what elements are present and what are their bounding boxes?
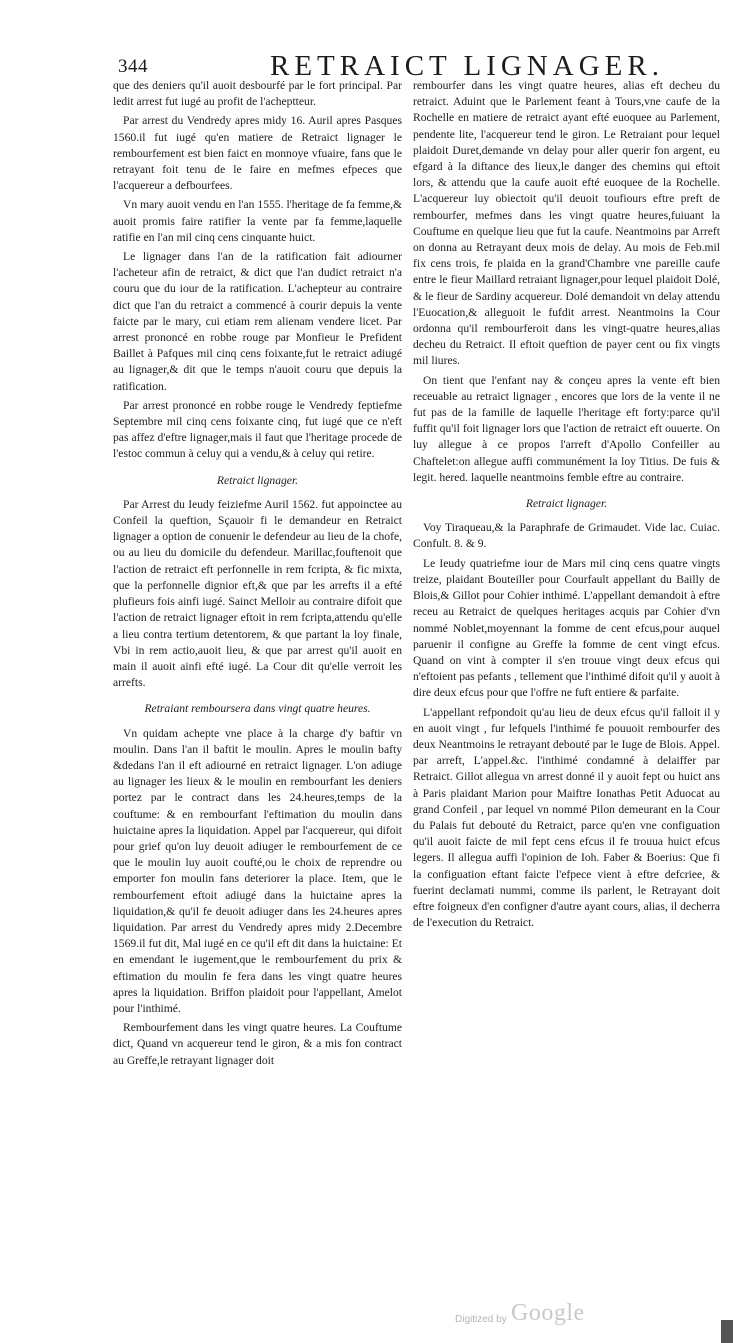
paragraph: que des deniers qu'il auoit desbourfé par le fort principal. Par ledit arrest fut iugé au profit de l'acheptteur. (113, 79, 402, 109)
page-number: 344 (118, 56, 148, 77)
google-logo: Google (511, 1300, 585, 1326)
section-heading: Retraiant remboursera dans vingt quatre heures. (144, 702, 371, 716)
section-heading: Retraict lignager. (525, 497, 608, 511)
page-edge-mark (721, 1320, 733, 1343)
paragraph: L'appellant refpondoit qu'au lieu de deux efcus qu'il falloit il y en auoit vingt , fur lefquels l'inthimé fe pouuoit rembourfer des deux Neantmoins le retrayant debouté par le Iuge de Blois. Appel. par arreft, L'appel.&c. l'inthimé condamné à delaiffer par Retraict. Gillot allegua vn arrest donné il y auoit fept ou huict ans à Paris plaidant Marion pour Maiftre Ionathas Petit Aduocat au grand Confeil , par lequel vn nommé Pilon demeurant en la Cour du Palais fut debouté du Retraict, parce qu'en vne configuation qu'il auoit faicte de mil fept cens efcus il fe trouua huict efcus legers. Il allegua auffi l'opinion de Ioh. Faber & Boerius: Que fi la configuation eftant faicte l'efpece vient à eftre defcriee, & fuerint declamati nummi, comme ils parlent, le Retrayant doit eftre foigneux d'en configner d'autre ayant cours, alias, il decherra de l'execution du Retraict. (413, 705, 720, 930)
right-column (413, 78, 720, 934)
paragraph: rembourfer dans les vingt quatre heures, alias eft decheu du retraict. Aduint que le Parlement feant à Tours,vne caufe de la Rochelle en matiere de retraict ayant efté euoquee au Parlement, pendente lite, l'acquereur tend le giron. Le Retraiant pour lequel plaidoit Duret,demande vn delay pour aller querir fon argent, eu efgard à la diftance des lieux,le danger des chemins qui eftoit lors, & attendu que la caufe auoit efté euoquee de la Rochelle. L'acquereur luy obiectoit qu'il deuoit toufiours eftre preft de rembourfer, mefmes dans les vingt quatre heures,fuiuant la Couftume en quelque lieu que fut la caufe. Neantmoins par Arreft on donna au Retrayant deux mois de delay. Au mois de Feb.mil fix cens trois, fe plaida en la grand'Chambre vne pareille caufe entre le fieur Maillard retraiant lignager,pour lequel plaidoit Dolé, & le fieur de Sardiny acquereur. Dolé demandoit vn delay attendu l'Euocation,& alleguoit le fufdit arrest. Neantmoins la Cour ordonna qu'il rembourferoit dans les vingt-quatre heures,alias decheu du Retraict. Il eftoit queftion de payer cent ou fix vingts mil liures. (413, 79, 720, 368)
paragraph: Vn mary auoit vendu en l'an 1555. l'heritage de fa femme,& auoit promis faire ratifier la vente par fa femme,laquelle ratifie en l'an mil cinq cens cinquante huict. (113, 198, 402, 244)
paragraph: Voy Tiraqueau,& la Paraphrafe de Grimaudet. Vide lac. Cuiac. Confult. 8. & 9. (413, 521, 720, 551)
paragraph: Par arrest prononcé en robbe rouge le Vendredy feptiefme Septembre mil cinq cens foixante cinq, fut iugé que ce n'eft pas affez d'eftre lignager,mais il faut que l'heritage procede de l'estoc commun à celuy qui a vendu,& à celuy qui retire. (113, 398, 402, 461)
digitized-watermark (455, 1300, 675, 1332)
paragraph: On tient que l'enfant nay & conçeu apres la vente eft bien receuable au retraict lignager , encores que lors de la vente il ne fut pas de la famille de laquelle l'heritage eft forty:parce qu'il fuffit qu'il foit lignager lors que l'action de retraict eft ouuerte. On luy allegue à ce propos l'arreft d'Apollo Confeiller au Chaftelet:on allegue auffi communément la loy Titius. De fuis & legit. hered. laquelle neantmoins femble eftre au contraire. (413, 373, 720, 484)
left-column (113, 78, 402, 1072)
paragraph: Le lignager dans l'an de la ratification fait adiourner l'acheteur afin de retraict, & dict que l'an dudict retraict n'a couru que du iour de la ratification. L'achepteur au contraire dict que l'an du retraict a commencé à courir depuis la vente faicte par le mary, cui etiam rem alienam vendere licet. Par arrest prononcé en robbe rouge par Monfieur le Prefident Baillet à Pafques mil cinq cens foixante,fut le retraict adiugé au lignager,& dit que le temps n'auoit couru que depuis la ratification. (113, 250, 402, 393)
paragraph: Vn quidam achepte vne place à la charge d'y baftir vn moulin. Dans l'an il baftit le moulin. Apres le moulin bafty &dedans l'an il eft adiourné en retraict lignager. L'on adiuge au lignager les lieux & le moulin en rembourfant les deniers portez par le contract dans les 24.heures,temps de la couftume: & en rembourfant l'eftimation du moulin dans huictaine apres la liquidation. Appel par l'acquereur, qui difoit pour grief qu'on luy deuoit adiuger le rembourfement de ce que le moulin luy auoit coufté,ou le choix de reprendre ou emporter fon moulin fans deteriorer la place. Item, que le rembourfement eftoit adiugé dans la huictaine apres la liquidation,& qu'il fe deuoit adiuger dans les 24.heures apres liquidation. Par arrest du Vendredy apres midy 2.Decembre 1569.il fut dit, Mal iugé en ce qu'il eft dit dans la huictaine: Et en emendant le iugement,que le rembourfement du prix & eftimation du moulin fe fera dans les vingt quatre heures apres la liquidation. Briffon plaidoit pour l'appellant, Amelot pour l'inthimé. (113, 726, 402, 1015)
section-heading: Retraict lignager. (216, 473, 299, 487)
paragraph: Rembourfement dans les vingt quatre heures. La Couftume dict, Quand vn acquereur tend le giron, & a mis fon contract au Greffe,le retrayant lignager doit (113, 1021, 402, 1067)
running-title: RETRAICT LIGNAGER. (270, 50, 664, 82)
paragraph: Par arrest du Vendredy apres midy 16. Auril apres Pasques 1560.il fut iugé qu'en matiere de Retraict lignager le rembourfement est bien faict en monnoye vfuaire, fans que le retrayant foit tenu de le faire en mefmes efpeces que l'acquereur a defbourfees. (113, 114, 402, 193)
paragraph: Par Arrest du Ieudy feiziefme Auril 1562. fut appoinctee au Confeil la queftion, Sçauoir fi le demandeur en Retraict lignager a option de conuenir le defendeur au lieu de la chofe, ou au lieu du domicile du defendeur. Marillac,fouftenoit que l'action de retraict eft perfonnelle in rem fcripta, & fic mixta, que la perfonnelle dignior eft,& que par les arrefts il a efté plufieurs fois ainfi iugé. Sainct Melloir au contraire difoit que l'action de retraict lignager eftoit in rem fcripta,attendu qu'elle a lieu contra tertium detentorem, & que partant la loy finale, Vbi in rem actio,auoit lieu, & que par arrest qu'il auoit en main il auoit ainfi efté iugé. La Cour dit qu'elle verroit les arrefts. (113, 497, 402, 690)
paragraph: Le Ieudy quatriefme iour de Mars mil cinq cens quatre vingts treize, plaidant Bouteiller pour Courfault appellant du Bailly de Blois,& Gillot pour Cohier inthimé. L'appellant demandoit à eftre receu au Retraict de quelques heritages acquis par Cohier d'vn nommé Noblet,moyennant la fomme de cent efcus,pour auquel paruenir il configne au Greffe la fomme de cent vingt efcus. Quand on vint à compter il s'en trouue vingt deux efcus qui n'eftoient pas pefants , tellement que l'inthimé difoit qu'il y auoit à dire deux efcus pour que l'offre ne fuft entiere & parfaite. (413, 556, 720, 700)
digitized-by-label: Digitized by (455, 1314, 507, 1325)
